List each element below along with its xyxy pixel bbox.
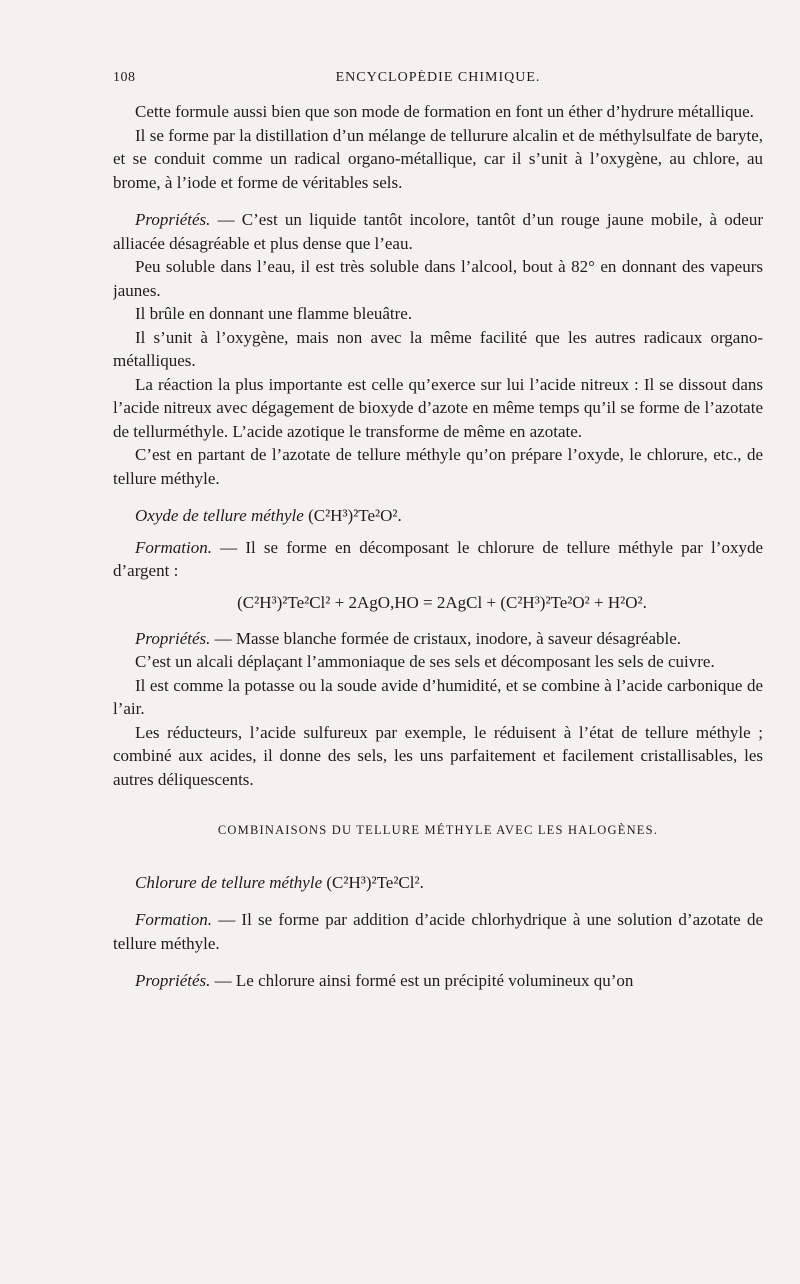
paragraph-preparation: Il se forme par la distillation d’un mélange de tellurure alcalin et de méthylsulfate de baryte, et se conduit comme un radical organo-métallique, car il s’unit à l’oxygène, au chlore, au brome, à l’iode et forme de véritables sels.	[113, 125, 763, 192]
properties-label: Propriétés.	[135, 971, 211, 990]
paragraph-alcali: C’est un alcali déplaçant l’ammoniaque de ses sels et décomposant les sels de cuivre.	[135, 652, 715, 671]
header-title: ENCYCLOPÉDIE CHIMIQUE.	[335, 70, 541, 85]
formation-label: Formation.	[135, 537, 212, 557]
paragraph-reducteurs: Les réducteurs, l’acide sulfureux par exemple, le réduisent à l’état de tellure méthyle ; combiné aux acides, il donne des sels, les uns parfaitement et facilement cristallisables, les autres déliquescents.	[113, 722, 763, 789]
properties-text: — Le chlorure ainsi formé est un précipité volumineux qu’on	[210, 971, 634, 990]
document-page	[113, 70, 763, 1270]
page-number: 108	[113, 70, 136, 85]
properties-label: Propriétés.	[135, 628, 211, 648]
chlorure-heading	[113, 871, 763, 895]
paragraph-properties-liquid	[113, 208, 763, 255]
paragraph-formation-oxyde	[113, 536, 763, 583]
oxyde-formula: (C²H³)²Te²O².	[303, 506, 402, 525]
paragraph-oxygen: Il s’unit à l’oxygène, mais non avec la même facilité que les autres radicaux organo-métalliques.	[113, 327, 763, 370]
paragraph-properties-mass	[113, 627, 763, 651]
oxyde-title: Oxyde de tellure méthyle	[135, 506, 304, 525]
formation-text: — Il se forme par addition d’acide chlorhydrique à une solution d’azotate de tellure méthyle.	[113, 910, 763, 953]
chlorure-title: Chlorure de tellure méthyle	[135, 872, 323, 892]
properties-label: Propriétés.	[135, 210, 211, 229]
reaction-equation: (C²H³)²Te²Cl² + 2AgO,HO = 2AgCl + (C²H³)²Te²O² + H²O².	[237, 592, 647, 612]
paragraph-azotate: C’est en partant de l’azotate de tellure méthyle qu’on prépare l’oxyde, le chlorure, etc., de tellure méthyle.	[113, 445, 763, 488]
paragraph-flame: Il brûle en donnant une flamme bleuâtre.	[135, 304, 413, 323]
running-header	[113, 70, 763, 92]
formation-label: Formation.	[135, 910, 212, 929]
properties-text: — C’est un liquide tantôt incolore, tantôt d’un rouge jaune mobile, à odeur alliacée désagréable et plus dense que l’eau.	[113, 210, 763, 253]
properties-text: — Masse blanche formée de cristaux, inodore, à saveur désagréable.	[210, 628, 682, 648]
paragraph-potasse: Il est comme la potasse ou la soude avide d’humidité, et se combine à l’acide carbonique de l’air.	[113, 675, 763, 718]
oxyde-heading	[113, 504, 763, 528]
paragraph-formation-chlorure	[113, 908, 763, 955]
paragraph-solubility: Peu soluble dans l’eau, il est très soluble dans l’alcool, bout à 82° en donnant des vapeurs jaunes.	[113, 257, 763, 300]
chlorure-formula: (C²H³)²Te²Cl².	[322, 872, 424, 892]
formation-text: — Il se forme en décomposant le chlorure de tellure méthyle par l’oxyde d’argent :	[113, 537, 763, 580]
paragraph-properties-chlorure	[113, 969, 763, 993]
paragraph-formula-note: Cette formule aussi bien que son mode de formation en font un éther d’hydrure métallique.	[135, 102, 754, 121]
paragraph-nitrous-acid: La réaction la plus importante est celle qu’exerce sur lui l’acide nitreux : Il se dissout dans l’acide nitreux avec dégagement de bioxyde d’azote en même temps qu’il se forme de l’azotate de tellurméthyle. L’acide azotique le transforme de même en azotate.	[113, 374, 763, 441]
section-heading: COMBINAISONS DU TELLURE MÉTHYLE AVEC LES HALOGÈNES.	[217, 823, 659, 837]
